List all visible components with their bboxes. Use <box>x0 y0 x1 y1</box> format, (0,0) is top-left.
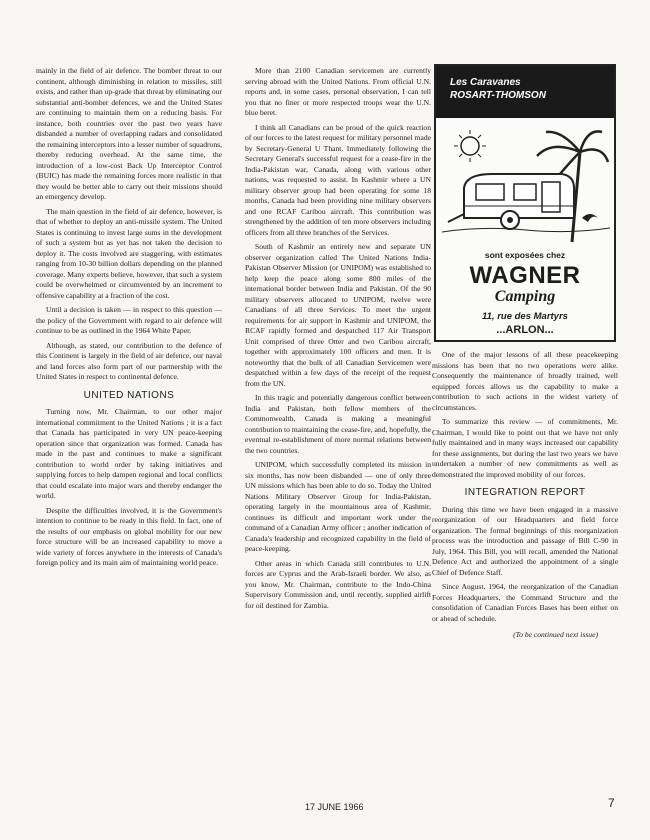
caravan-illustration <box>442 122 610 246</box>
ad-line2: ROSART-THOMSON <box>450 90 546 101</box>
paragraph: Until a decision is taken — in respect to this question — the policy of the Government with regard to air defence will continue to be as outlined in the 1964 White Paper. <box>36 305 222 335</box>
paragraph: One of the major lessons of all these peacekeeping missions has been that no two operations were alike. Consequently the maintenance of broadly trained, well equipped forces allows us the capability to make a contribution to such actions in the widest variety of circumstances. <box>432 350 618 412</box>
ad-line1: Les Caravanes <box>450 77 521 88</box>
ad-brand-subtitle: Camping <box>494 288 556 305</box>
column-middle <box>245 66 431 615</box>
ad-address: 11, rue des Martyrs <box>482 311 568 322</box>
paragraph: To summarize this review — of commitments, Mr. Chairman, I would like to point out that we have not only fully maintained and in many ways increased our capability for these assignments, but during the last two years we have undertaken a number of new commitments as well as demonstrated the improved mobility of our forces. <box>432 417 618 479</box>
paragraph: mainly in the field of air defence. The bomber threat to our continent, although diminishing in relation to missiles, still exists, and rather than up-grade that threat by eliminating our substantial anti-bomber defences, we and the United States are continuing to maintain them on a reducing basis. For instance, both countries over the past two years have disbanded a number of overlapping radars and consolidated the remaining interceptors into a lesser number of squadrons, thereby reducing overhead. At the same time, the introduction of a low-cost Back Up Interceptor Control (BUIC) has made the remaining forces more realistic in that they would be better able to carry out their missions should an emergency develop. <box>36 66 222 201</box>
ad-exposition-text: sont exposées chez <box>484 250 566 260</box>
paragraph: Turning now, Mr. Chairman, to our other major international commitment to the United Nations ; it is a fact that Canada has participated in very UN peace-keeping operation since that organization was formed. Canada has made in the past and continues to make a significant contribution to world order by taking initiatives and supplying forces to help dampen regional and local conflicts that could escalate into major wars and thereby endanger the world. <box>36 407 222 500</box>
paragraph: Other areas in which Canada still contributes to U.N. forces are Cyprus and the Arab-Israeli border. We also, as you know, Mr. Chairman, contribute to the Indo-China Supervisory Commission and, until recently, supplied airlift for oil destined for Zambia. <box>245 558 431 610</box>
continued-note: (To be continued next issue) <box>513 630 598 639</box>
advertisement <box>434 64 616 342</box>
section-heading-integration-report: INTEGRATION REPORT <box>464 487 586 498</box>
paragraph: Although, as stated, our contribution to the defence of this Continent is largely in the field of air defence, our naval and land forces also form part of our partnership with the United States in respect to continental defence. <box>36 340 222 381</box>
paragraph: In this tragic and potentially dangerous conflict between India and Pakistan, both fellow members of the Commonwealth, Canada is making a meaningful contribution to maintaining the cease-fire, and, hopefully, the eventual re-establishment of more normal relations between the two countries. <box>245 393 431 455</box>
column-left <box>36 66 222 573</box>
paragraph: I think all Canadians can be proud of the quick reaction of our forces to the latest request for military personnel made by Secretary-General U Thant. Immediately following the Secretary General's successful request for a cease-fire in the India-Pakistan war, Canada, along with various other nations, was requested to assist. In Kashmir where a UN military observer group had been operating for some 18 months, Canada had been providing nine military observers and one RCAF Caribou aircraft. This contribution was strengthened by the addition of ten more observers including officers from all three branches of the Services. <box>245 122 431 237</box>
paragraph: The main question in the field of air defence, however, is that of whether to deploy an anti-missile system. The United States is continuing to invest large sums in the development of such a system but as yet has not taken the decision to deploy it. The costs involved are staggering, with estimates ranging from 10-30 billion dollars depending on the planned coverage. Many experts believe, however, that such a system could be overwhelmed or circumvented by an increment to offensive capability at a fraction of the cost. <box>36 206 222 300</box>
footer-date: 17 JUNE 1966 <box>305 802 364 812</box>
paragraph: During this time we have been engaged in a massive reorganization of our Headquarters and field force organization. The formal beginnings of this reorganization process was the introduction and passage of Bill C-90 in July, 1964. This Bill, you will recall, amended the National Defence Act and authorized the appointment of a single Chief of Defence Staff. <box>432 504 618 577</box>
ad-header <box>436 66 614 118</box>
paragraph: More than 2100 Canadian servicemen are currently serving abroad with the United Nations. From official U.N. reports and, in some cases, personal observation, I can tell you that no finer or more respected troops wear the U.N. blue beret. <box>245 66 431 117</box>
column-right <box>432 350 618 641</box>
paragraph: South of Kashmir an entirely new and separate UN observer organization called The United Nations India-Pakistan Observer Mission (or UNIPOM) was established to help keep the peace along some 800 miles of the international border between India and Pakistan. Of the 90 military observers allocated to UNIPOM, twelve were Canadians of all three Services. To meet the urgent requirements for air support in Kashmir and UNIPOM, the RCAF rapidly formed and despatched 117 Air Transport Unit comprised of three Otter and two Caribou aircraft, together with approximately 100 officers and men. It is noteworthy that the bulk of all Canadian Servicemen were despatched within a few days of the receipt of the request from the UN. <box>245 242 431 388</box>
page-number: 7 <box>608 796 615 810</box>
section-heading-united-nations: UNITED NATIONS <box>83 389 175 401</box>
ad-brand: WAGNER <box>469 262 581 289</box>
paragraph: Since August, 1964, the reorganization of the Canadian Forces Headquarters, the Command Structure and the consolidation of Canadian Forces Bases has been either on or ahead of schedule. <box>432 582 618 623</box>
paragraph: UNIPOM, which successfully completed its mission in six months, has now been disbanded — one of only three UN missions which has been able to do so. Today the United Nations Military Observer Group for India-Pakistan, operating largely in the mountainous area of Kashmir, continues its difficult and important work under the command of a Canadian Army officer ; another indication of Canada's leadership and recognized capability in the field of peace-keeping. <box>245 460 431 553</box>
ad-city: ...ARLON... <box>496 324 554 336</box>
paragraph: Despite the difficulties involved, it is the Government's intention to continue to be ready in this field. In fact, one of the results of our emphasis on global mobility for our new force structure will be an increased capability to move a wide variety of forces anywhere in the interests of Canada's foreign policy and its main aim of maintaining world peace. <box>36 505 222 567</box>
